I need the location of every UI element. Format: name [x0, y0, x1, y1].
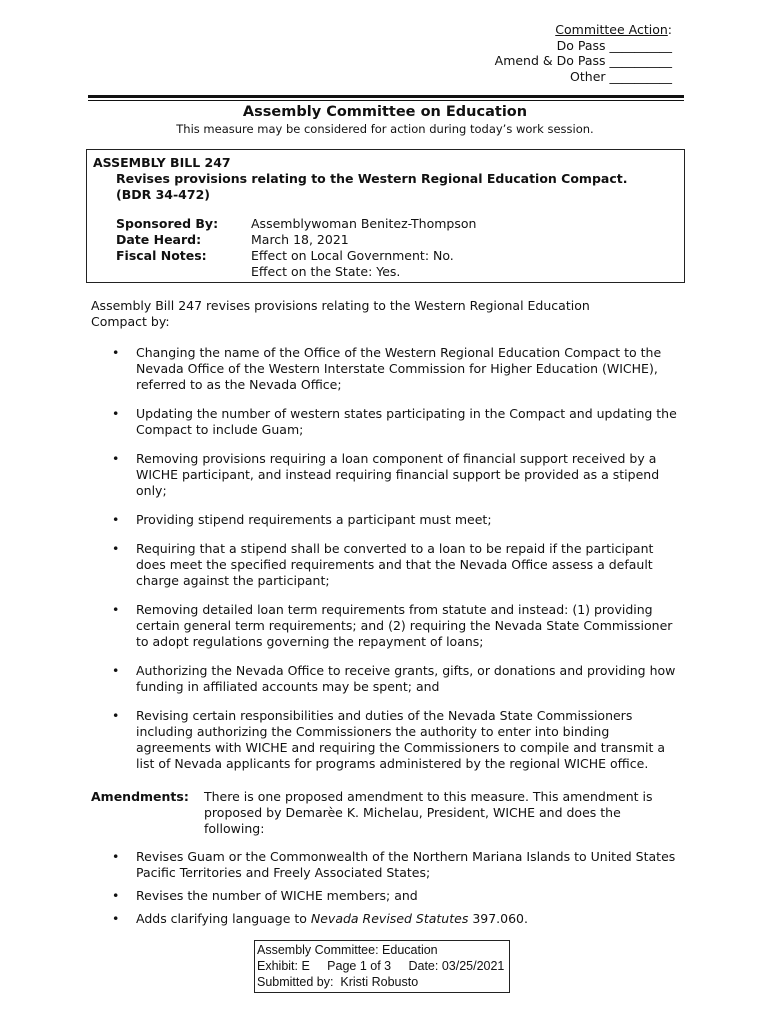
committee-action-block [495, 22, 672, 84]
list-item-text: Removing provisions requiring a loan component of financial support received by a WICHE participant, and instead requiring financial support be provided as a stipend only; [136, 451, 660, 498]
bullet-icon: • [112, 541, 120, 556]
exhibit-page-info: Exhibit: E Page 1 of 3 Date: 03/25/2021 [257, 959, 505, 973]
list-item-text: Updating the number of western states participating in the Compact and updating the Compact to include Guam; [136, 406, 677, 437]
date-heard-value: March 18, 2021 [251, 232, 349, 247]
date-heard-label: Date Heard: [116, 232, 202, 247]
amendments-text: There is one proposed amendment to this measure. This amendment is proposed by Demarèe K. Michelau, President, WICHE and does the following: [204, 789, 653, 836]
list-item [112, 849, 678, 881]
sponsored-by-label: Sponsored By: [116, 216, 219, 231]
list-item [112, 888, 678, 904]
committee-action-colon: : [667, 22, 672, 37]
list-item-text [136, 911, 528, 926]
fiscal-state-value: Effect on the State: Yes. [251, 264, 401, 279]
bullet-icon: • [112, 406, 120, 421]
bullet-icon: • [112, 451, 120, 466]
fiscal-local-value: Effect on Local Government: No. [251, 248, 454, 263]
list-item-text: Removing detailed loan term requirements from statute and instead: (1) providing certain general term requirements; and (2) requiring the Nevada State Commissioner to adopt regulations governing the repayment of loans; [136, 602, 673, 649]
list-item [112, 663, 678, 695]
bill-meta-labels [116, 216, 218, 264]
list-item [112, 602, 678, 650]
bullet-icon: • [112, 345, 120, 360]
list-item-text: Providing stipend requirements a participant must meet; [136, 512, 492, 527]
committee-action-heading: Committee Action [555, 22, 668, 37]
list-item-text: Revises Guam or the Commonwealth of the Northern Mariana Islands to United States Pacific Territories and Freely Associated States; [136, 849, 676, 880]
list-item [112, 708, 678, 772]
option-amend-do-pass: Amend & Do Pass __________ [494, 53, 672, 68]
header-rule-thin [88, 100, 684, 101]
sponsored-by-value: Assemblywoman Benitez-Thompson [251, 216, 477, 231]
amendments-label: Amendments: [91, 789, 189, 804]
bill-meta-values [251, 216, 476, 280]
bill-number: ASSEMBLY BILL 247 [93, 155, 231, 170]
list-item-prefix: Adds clarifying language to [136, 911, 311, 926]
list-item-text: Changing the name of the Office of the Western Regional Education Compact to the Nevada Office of the Western Interstate Commission for Higher Education (WICHE), referred to as the Nevada Office; [136, 345, 662, 392]
page-subtitle: This measure may be considered for action during today’s work session. [176, 122, 594, 136]
option-do-pass: Do Pass __________ [556, 37, 672, 53]
header-rule-thick [88, 95, 684, 98]
intro-paragraph: Assembly Bill 247 revises provisions relating to the Western Regional Education Compact by: [91, 298, 590, 329]
list-item [112, 512, 678, 528]
bill-description [116, 171, 627, 203]
bullet-icon: • [112, 888, 120, 903]
list-item [112, 406, 678, 438]
bill-bdr-number: (BDR 34-472) [116, 187, 210, 202]
bullet-icon: • [112, 911, 120, 926]
list-item-text: Requiring that a stipend shall be converted to a loan to be repaid if the participant does meet the specified requirements and that the Nevada Office assess a default charge against the participant; [136, 541, 654, 588]
fiscal-notes-label: Fiscal Notes: [116, 248, 207, 263]
bullet-icon: • [112, 663, 120, 678]
exhibit-submitted-by: Submitted by: Kristi Robusto [257, 975, 419, 989]
exhibit-committee: Assembly Committee: Education [257, 943, 438, 957]
statute-name: Nevada Revised Statutes [310, 911, 469, 926]
bullet-icon: • [112, 708, 120, 723]
list-item [112, 911, 678, 927]
list-item-text: Authorizing the Nevada Office to receive grants, gifts, or donations and providing how funding in affiliated accounts may be spent; and [136, 663, 676, 694]
amendments-list [112, 849, 678, 934]
exhibit-stamp [254, 940, 510, 993]
option-other: Other __________ [570, 68, 672, 84]
list-item-text: Revising certain responsibilities and duties of the Nevada State Commissioners including authorizing the Commissioners the authority to enter into binding agreements with WICHE and requiring the Commissioners to compile and transmit a list of Nevada applicants for programs administered by the regional WICHE office. [136, 708, 666, 771]
list-item-text: Revises the number of WICHE members; and [136, 888, 418, 903]
bullet-icon: • [112, 602, 120, 617]
list-item [112, 345, 678, 393]
bullet-icon: • [112, 512, 120, 527]
list-item-suffix: 397.060. [468, 911, 528, 926]
list-item [112, 451, 678, 499]
list-item [112, 541, 678, 589]
page-title: Assembly Committee on Education [242, 104, 528, 120]
provisions-list [112, 345, 678, 785]
bill-description-line: Revises provisions relating to the Western Regional Education Compact. [116, 171, 628, 186]
bullet-icon: • [112, 849, 120, 864]
